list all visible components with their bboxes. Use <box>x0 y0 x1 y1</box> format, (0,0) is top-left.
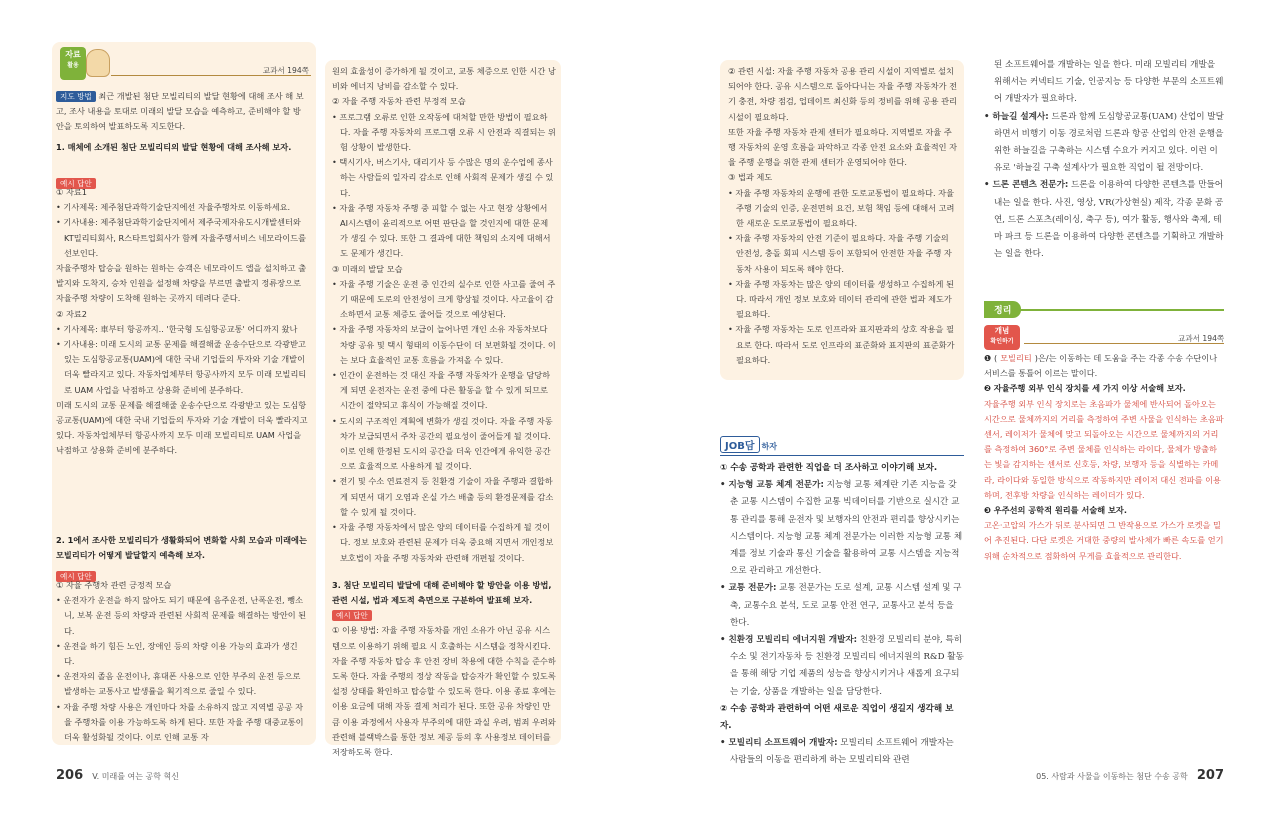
list-item: ① 자율 주행차 관련 긍정적 모습 <box>56 580 172 590</box>
list-item: • 자율 주행 자동차의 보급이 늘어나면 개인 소유 자동차보다 차량 공유 및 택시 형태의 이동수단이 더 보편화될 것이다. 이는 보다 효율적인 교통 흐름을 가져올 수 있다. <box>332 324 556 365</box>
list-item: • 기사제목: 제주첨단과학기술단지에선 자율주행차로 이동하세요. <box>56 202 291 213</box>
question-2: 2. 1에서 조사한 모빌리티가 생활화되어 변화할 사회 모습과 미래에는 모빌리티가 어떻게 발달할지 예측해 보자. <box>56 535 307 561</box>
far-right-intro: 된 소프트웨어를 개발하는 일을 한다. 미래 모빌리티 개발을 위해서는 커넥티드 기술, 인공지능 등 다양한 부문의 소프트웨어 개발자가 필요하다. <box>994 60 1224 105</box>
job-subtitle: 하자 <box>761 442 777 451</box>
list-item: • 자율 주행 자동차의 안전 기준이 필요하다. 자율 주행 기술의 안전성, 충돌 회피 시스템 등이 포함되어 안전한 자율 주행 자동차 사용이 되도록 해야 한다. <box>728 233 952 274</box>
check-3: ❸ 우주선의 공학적 원리를 서술해 보자. <box>984 505 1127 516</box>
list-item: • 기사제목: 車부터 항공까지.. '한국형 도심항공교통' 어디까지 왔나 <box>56 323 298 334</box>
check-1-post: )은/는 이동하는 데 도움을 주는 각종 수송 수단이나 서비스를 통틀어 이르는 말이다. <box>984 353 1218 379</box>
right-footer-text: 05. 사람과 사물을 이동하는 첨단 수송 공학 <box>1036 772 1188 781</box>
job-item <box>984 109 1224 178</box>
textbook-ref: 교과서 194쪽 <box>262 66 309 75</box>
list-item: • 자율 주행 차량 사용은 개인마다 차를 소유하지 않고 지역별 공공 자율 주행차를 이용 가능하도록 하게 된다. 또한 자율 주행 대중교통이 더욱 활성화될 것이다. 이로 인해 교통 자 <box>56 701 304 743</box>
answer-tag-label: 예시 답안 <box>56 571 96 582</box>
job-item-text: 지능형 교통 체계란 기존 지능을 갖춘 교통 시스템이 수집한 교통 빅데이터를 기반으로 실시간 교통 관리를 통해 운전자 및 보행자의 안전과 편리를 향상시키는 시스템이다. 지능형 교통 체계 전문가는 이러한 지능형 교통 체계를 정보 기술과 통신 기술을 활용하여 교통 시스템을 지능적으로 관리하고 개선한다. <box>730 480 963 577</box>
answer-1-list <box>56 185 308 459</box>
job-item <box>720 580 964 632</box>
list-item: • 자율 주행 자동차 주행 중 피할 수 없는 사고 현장 상황에서 AI시스템이 윤리적으로 어떤 판단을 할 것인지에 대한 문제가 생길 수 있다. 또한 그 결과에 대한 책임의 소지에 대해서도 문제가 생긴다. <box>332 202 551 259</box>
list-item: ② 자료2 <box>56 308 87 319</box>
answer-2-list <box>56 578 308 745</box>
left-column <box>56 45 311 745</box>
question-3: 3. 첨단 모빌리티 발달에 대해 준비해야 할 방안을 이용 방법, 관련 시설, 법과 제도적 측면으로 구분하여 발표해 보자. <box>332 579 552 605</box>
job-item-text: 친환경 모빌리티 분야, 특히 수소 및 전기자동차 등 친환경 모빌리티 에너지원의 R&D 활동을 통해 해당 기업 제품의 성능을 향상시키거나 새롭게 요구되는 기술, 상품을 개발하는 일을 담당한다. <box>730 635 964 697</box>
guide-text <box>56 89 308 135</box>
answer-tag-3 <box>332 608 556 623</box>
job-divider <box>720 455 964 456</box>
list-item: ② 관련 시설: 자율 주행 자동차 공용 관리 시설이 지역별로 설치되어야 한다. 공유 시스템으로 돌아다니는 자율 주행 자동차가 전기 충전, 차량 점검, 업데이트 최신화 등의 정비를 위해 공용 관리시설이 필요하다. <box>728 66 958 122</box>
list-item: • 자율 주행 자동차의 운행에 관한 도로교통법이 필요하다. 자율 주행 기술의 인증, 운전면허 요건, 보험 책임 등에 대해서 고려한 새로운 도로교통법이 필요하다. <box>728 187 955 229</box>
job-question-2: ② 수송 공학과 관련하여 어떤 새로운 직업이 생길지 생각해 보자. <box>720 703 954 732</box>
list-item: 자율주행차 탑승을 원하는 원하는 승객은 네모라이드 앱을 설치하고 출발지와 도착지, 승차 인원을 설정해 차량을 부르면 출발지 정류장으로 자율주행 차량이 도착해 원하는 곳까지 데려다 준다. <box>56 263 307 304</box>
check-2: ❷ 자율주행 외부 인식 장치를 세 가지 이상 서술해 보자. <box>984 383 1186 394</box>
concept-badge-bottom: 확인하기 <box>990 338 1014 345</box>
job-question-1: ① 수송 공학과 관련한 직업을 더 조사하고 이야기해 보자. <box>720 463 938 473</box>
job-item <box>984 177 1224 263</box>
job-item <box>720 632 964 701</box>
list-item: ③ 미래의 발달 모습 <box>332 263 403 274</box>
list-item: ① 자료1 <box>56 187 87 197</box>
list-item: • 기사내용: 제주첨단과학기술단지에서 제주국제자유도시개발센터와 KT밀리티회사, R스타트업회사가 함께 자율주행서비스 네모라이드를 선보인다. <box>56 217 306 258</box>
list-item: • 자율 주행 기술은 운전 중 인간의 실수로 인한 사고를 줄여 주기 때문에 도로의 안전성이 크게 향상될 것이다. 사고율이 감소하면서 교통 체증도 줄어들 것으로 예상된다. <box>332 278 556 320</box>
list-item: • 인간이 운전하는 것 대신 자율 주행 자동차가 운행을 담당하게 되면 운전자는 운전 중에 다른 활동을 할 수 있게 되므로 시간이 절약되고 휴식이 가능해질 것이다. <box>332 370 551 411</box>
job-item-title: • 드론 콘텐츠 전문가: <box>984 180 1069 191</box>
list-item: • 운전자의 졸음 운전이나, 휴대폰 사용으로 인한 부주의 운전 등으로 발생하는 교통사고 발생률을 획기적으로 줄일 수 있다. <box>56 671 301 697</box>
data-use-badge <box>60 47 86 80</box>
list-item: • 기사내용: 미래 도시의 교통 문제를 해결해줄 운송수단으로 각광받고 있는 도심항공교통(UAM)에 대한 국내 기업들의 투자와 기술 개발이 더욱 빨라지고 있다. 자동차업체부터 항공사까지 모두 미래 모빌리티로 UAM 사업을 낙점하고 상용화 준비에 분주하다. <box>56 339 307 395</box>
job-header <box>720 434 964 456</box>
footer-left <box>56 764 179 783</box>
list-item: • 택시기사, 버스기사, 대리기사 등 수많은 명의 운수업에 종사하는 사람들의 일자리 감소로 인해 사회적 문제가 생길 수 있다. <box>332 157 554 198</box>
check-2-answer: 자율주행 외부 인식 장치로는 초음파가 물체에 반사되어 돌아오는 시간으로 물체까지의 거리를 측정하여 주변 사물을 인식하는 초음파 센서, 레이저가 물체에 맞고 되돌아오는 시간으로 물체까지의 거리를 측정하여 360°로 주변 물체를 인식하는 라이다, 물체가 방출하는 빛을 감지하는 센서로 신호등, 차량, 보행자 등을 식별하는 카메라, 라이다와 동일한 방식으로 작동하지만 레이저 대신 전파를 이용하며, 전후방 차량을 인식하는 레이더가 있다. <box>984 398 1224 500</box>
check-3-answer: 고온·고압의 가스가 뒤로 분사되면 그 반작용으로 가스가 로켓을 밀어 추진된다. 다단 로켓은 거대한 중량의 발사체가 빠른 속도를 얻기 위해 순차적으로 점화하여 무게를 효율적으로 관리한다. <box>984 520 1224 561</box>
job-item-text: 드론을 이용하여 다양한 콘텐츠를 만들어 내는 일을 한다. 사진, 영상, VR(가상현실) 제작, 각종 문화 공연, 드론 스포츠(레이싱, 축구 등), 여가 활동, 행사와 축제, 테마 파크 등 드론을 이용하여 다양한 콘텐츠를 기획하고 개발하는 일을 한다. <box>994 180 1224 260</box>
job-item-text: 교통 전문가는 도로 설계, 교통 시스템 설계 및 구축, 교통수요 분석, 도로 교통 안전 연구, 교통사고 분석 등을 한다. <box>730 583 962 628</box>
job-item <box>720 477 964 580</box>
list-item: • 전기 및 수소 연료전지 등 친환경 기술이 자율 주행과 결합하게 되면서 대기 오염과 온실 가스 배출 등의 환경문제를 감소할 수 있게 될 것이다. <box>332 476 554 517</box>
job-section <box>720 460 964 770</box>
far-right-items <box>984 109 1224 264</box>
job-item-title: • 모빌리티 소프트웨어 개발자: <box>720 738 838 749</box>
list-item: • 프로그램 오류로 인한 오작동에 대처할 만한 방법이 필요하다. 자율 주행 자동차의 프로그램 오류 시 안전과 직결되는 위험 상황이 발생한다. <box>332 111 556 153</box>
job-item-text: 모빌리티 소프트웨어 개발자는 사람들의 이동을 편리하게 하는 모빌리티와 관련 <box>730 738 954 766</box>
right-page-number: 207 <box>1196 768 1224 783</box>
far-right-top <box>984 57 1224 263</box>
job-item-text: 드론과 함께 도심항공교통(UAM) 산업이 발달하면서 비행기 이동 경로처럼 드론과 항공 산업의 안전 운행을 위한 하늘길을 구축하는 시스템 수요가 커지고 있다. 이런 이유로 '하늘길 구축 설계사'가 필요한 직업이 될 전망이다. <box>994 111 1224 174</box>
concept-check-badge <box>984 325 1020 350</box>
check-1-answer: 모빌리티 <box>1000 353 1032 363</box>
job-item-title: • 친환경 모빌리티 에너지원 개발자: <box>720 635 858 646</box>
guide-body: 최근 개발된 첨단 모빌리티의 발달 현황에 대해 조사 해 보고, 조사 내용을 토대로 미래의 발달 모습을 예측하고, 준비해야 할 방안을 토의하여 발표하도록 지도한다. <box>56 91 304 132</box>
left-page-number: 206 <box>56 768 84 783</box>
summary-label: 정리 <box>984 301 1021 318</box>
badge-bottom-label: 활용 <box>67 62 79 69</box>
job-title: JOB담 <box>720 436 760 453</box>
list-item: • 도시의 구조적인 계획에 변화가 생길 것이다. 자율 주행 자동차가 보급되면서 주차 공간의 필요성이 줄어들게 될 것이다. 이로 인해 한정된 도시의 공간을 더욱 인간에게 유익한 공간으로 효율적으로 사용하게 될 것이다. <box>332 415 553 472</box>
check-1 <box>984 351 1224 381</box>
middle-answer-list <box>332 64 556 566</box>
answer-tag-label: 예시 답안 <box>56 178 96 189</box>
list-item: • 자율 주행 자동차는 도로 인프라와 표지판과의 상호 작용을 필요로 한다. 따라서 도로 인프라의 표준화와 표지판의 표준화가 필요하다. <box>728 324 955 365</box>
job-items-2 <box>720 735 964 769</box>
list-item: ③ 법과 제도 <box>728 172 773 183</box>
job-item-title: • 교통 전문가: <box>720 583 777 594</box>
middle-column <box>332 64 556 760</box>
concept-ref: 교과서 194쪽 <box>1178 334 1225 343</box>
badge-top-label: 자료 <box>65 50 81 59</box>
list-item: 또한 자율 주행 자동차 관제 센터가 필요하다. 지역별로 자율 주행 자동차의 운영 흐름을 파악하고 각종 안전 요소와 효율적인 자율 주행 운행을 위한 관제 센터가 운영되어야 한다. <box>728 126 958 168</box>
job-item-title: • 하늘길 설계사: <box>984 111 1049 122</box>
answer-tag-label: 예시 답안 <box>332 610 372 621</box>
left-footer-text: V. 미래를 여는 공학 혁신 <box>92 772 179 781</box>
right-box <box>728 64 958 368</box>
list-item: 원의 효율성이 증가하게 될 것이고, 교통 체증으로 인한 시간 낭비와 에너지 낭비를 감소할 수 있다. <box>332 66 556 92</box>
concept-badge-top: 개념 <box>994 326 1010 335</box>
mascot-icon <box>86 49 110 77</box>
guide-tag: 지도 방법 <box>56 91 96 102</box>
answer-3-list <box>332 623 556 760</box>
list-item: • 운전자가 운전을 하지 않아도 되기 때문에 음주운전, 난폭운전, 뺑소니, 보복 운전 등의 차량과 관련된 사회적 문제를 해결하는 방안이 된다. <box>56 595 307 636</box>
list-item: 미래 도시의 교통 문제를 해결해줄 운송수단으로 각광받고 있는 도심항공교통(UAM)에 대한 국내 기업들의 투자와 기술 개발이 더욱 빨라지고 있다. 자동차업체부터 항공사까지 모두 미래 모빌리티로 UAM 사업을 낙점하고 상용화 준비에 분주하다. <box>56 399 308 456</box>
job-items-1 <box>720 477 964 701</box>
concept-check <box>984 351 1224 564</box>
question-1: 1. 매체에 소개된 첨단 모빌리티의 발달 현황에 대해 조사해 보자. <box>56 142 292 152</box>
list-item: ② 자율 주행 자동차 관련 부정적 모습 <box>332 96 466 107</box>
list-item: • 운전을 하기 힘든 노인, 장애인 등의 차량 이용 가능의 효과가 생긴다. <box>56 640 298 667</box>
list-item: ① 이용 방법: 자율 주행 자동차를 개인 소유가 아닌 공유 시스템으로 이용하기 위해 필요 시 호출하는 시스템을 정착시킨다. 자율 주행 자동차 탑승 후 안전 장비 착용에 대한 수칙을 준수하도록 한다. 자율 주행의 정상 작동을 탑승자가 확인할 수 있도록 설정 상태를 확인하고 탑승할 수 있도록 한다. 이용 종료 후에는 이용 요금에 대해 자동 결제 처리가 된다. 또한 공유 차량인 만큼 이용 과정에서 사용자 부주의에 대한 과실 우려, 범죄 우려와 관련해 블랙박스를 통한 정보 제공 등의 후 사용정보 데이터를 저장하도록 한다. <box>332 625 556 757</box>
summary-header <box>984 301 1224 319</box>
list-item: • 자율 주행 자동차는 많은 양의 데이터를 생성하고 수집하게 된다. 따라서 개인 정보 보호와 데이터 관리에 관한 법과 제도가 필요하다. <box>728 278 954 320</box>
job-item <box>720 735 964 769</box>
list-item: • 자율 주행 자동차에서 많은 양의 데이터를 수집하게 될 것이다. 정보 보호와 관련된 문제가 더욱 중요해 지면서 개인정보보호법이 자율 주행 자동차와 관련해 개편될 것이다. <box>332 522 554 563</box>
check-1-pre: ❶ ( <box>984 353 998 363</box>
footer-right <box>1036 764 1224 783</box>
job-item-title: • 지능형 교통 체계 전문가: <box>720 480 824 491</box>
